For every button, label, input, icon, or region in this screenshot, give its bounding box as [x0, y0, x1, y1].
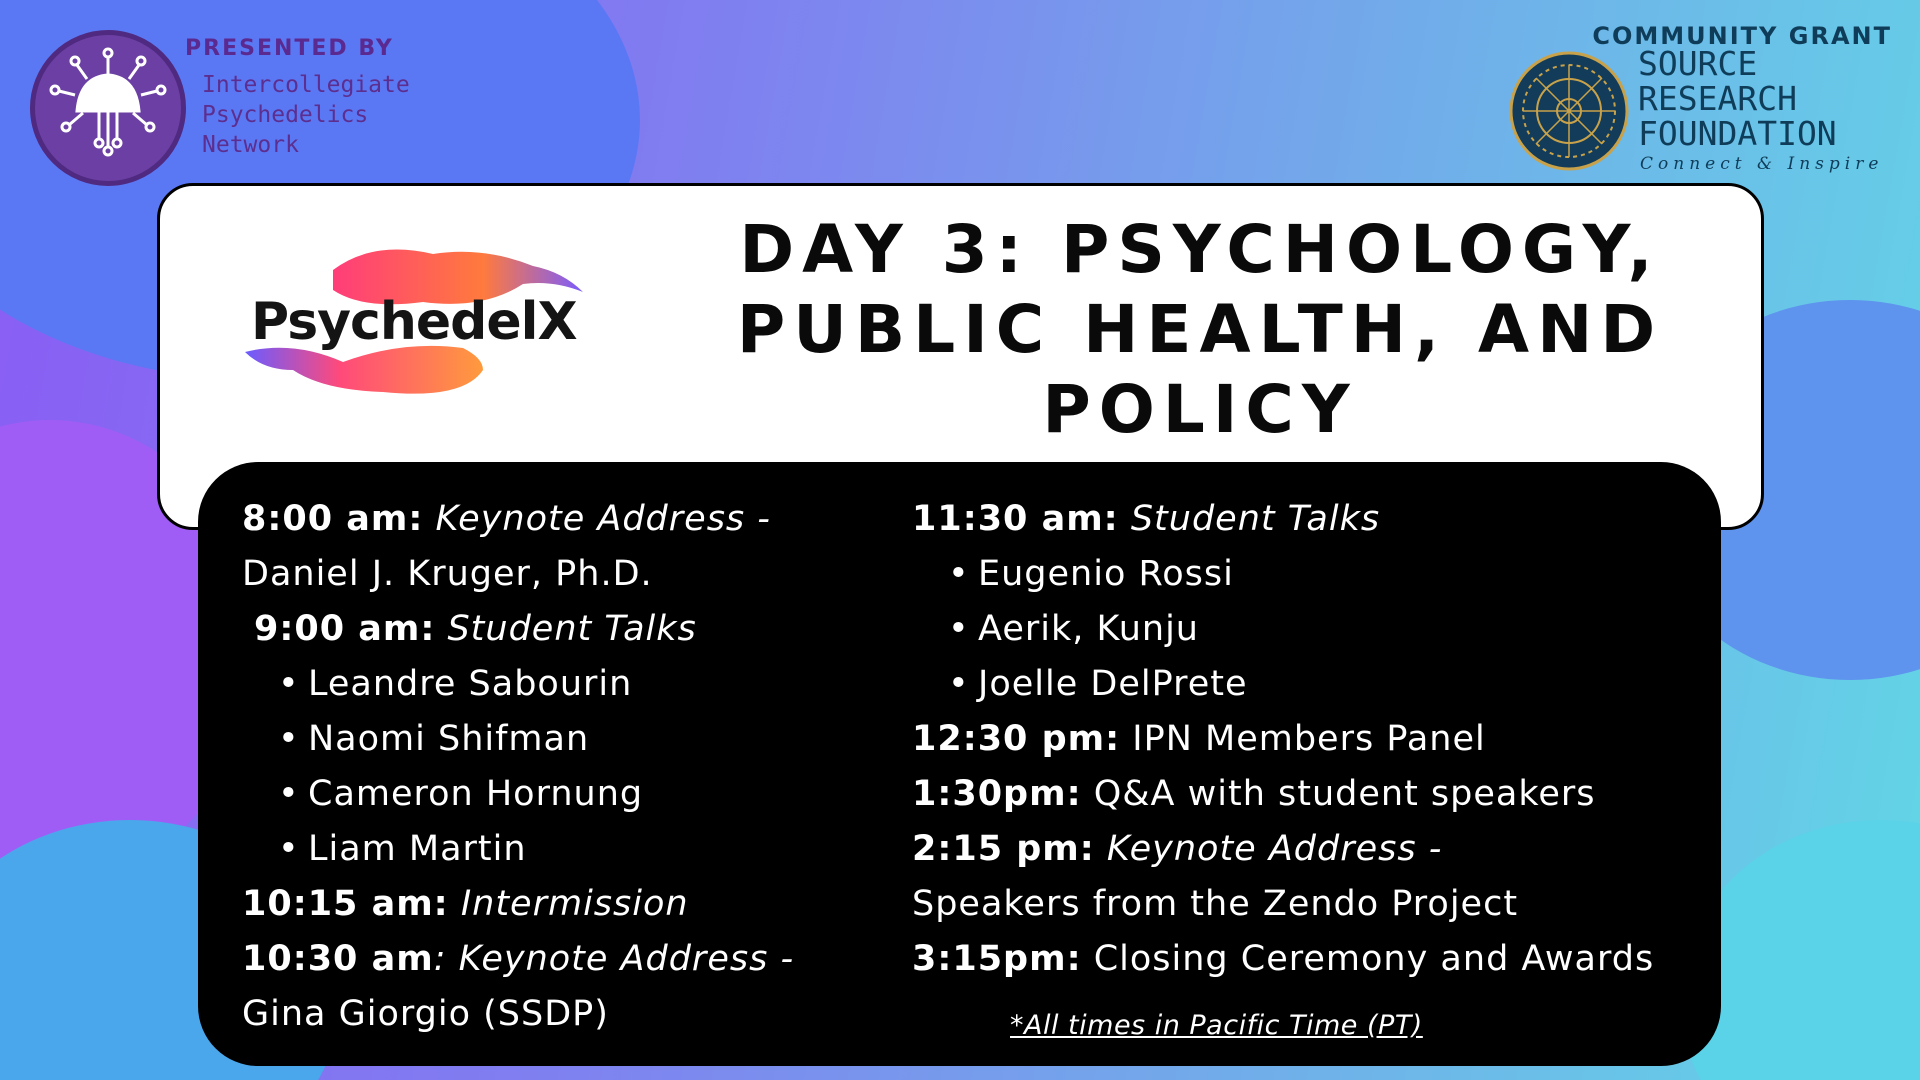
sponsor-name-line2: RESEARCH [1638, 79, 1797, 118]
schedule-column-right [912, 492, 1712, 987]
session-type: Student Talks [447, 609, 697, 649]
speaker-list-item: • Joelle DelPrete [912, 657, 1712, 712]
mushroom-network-icon [30, 30, 186, 186]
session-type: Keynote Address - [435, 499, 771, 539]
schedule-item [912, 712, 1712, 767]
sponsor-name-line1: SOURCE [1638, 44, 1758, 83]
session-time: 12:30 pm: [912, 719, 1121, 759]
session-time: 11:30 am: [912, 499, 1119, 539]
session-title: Q&A with student speakers [1093, 774, 1596, 814]
mandala-seal-icon [1508, 50, 1630, 172]
session-title: IPN Members Panel [1132, 719, 1486, 759]
presenter-org-name: Intercollegiate Psychedelics Network [202, 72, 410, 158]
session-type: Keynote Address - [458, 939, 795, 979]
speaker-list-item: • Aerik, Kunju [912, 602, 1712, 657]
speaker-list-item: • Naomi Shifman [242, 712, 862, 767]
session-time: 8:00 am: [242, 499, 424, 539]
page-title: DAY 3: PSYCHOLOGY, PUBLIC HEALTH, AND POLICY [736, 211, 1664, 448]
session-title: Closing Ceremony and Awards [1093, 939, 1655, 979]
schedule-column-left [242, 492, 862, 1042]
session-type: Student Talks [1130, 499, 1381, 539]
psychedelx-logo [233, 240, 613, 410]
speaker-list-item: • Liam Martin [242, 822, 862, 877]
schedule-item [912, 767, 1712, 822]
schedule-panel [198, 462, 1721, 1066]
session-type: Intermission [460, 884, 689, 924]
schedule-item [242, 602, 862, 657]
session-time-separator: : [433, 939, 447, 979]
schedule-item [912, 492, 1712, 547]
session-time: 1:30pm: [912, 774, 1082, 814]
speaker-list-item: • Leandre Sabourin [242, 657, 862, 712]
community-grant-label: COMMUNITY GRANT [1592, 22, 1892, 50]
presenter-block [30, 30, 450, 190]
session-time: 10:30 am [242, 939, 434, 979]
schedule-item [912, 822, 1712, 877]
event-logo-text: PsychedelX [251, 292, 577, 352]
schedule-item [912, 932, 1712, 987]
presented-by-label: PRESENTED BY [185, 36, 394, 61]
session-speaker: Gina Giorgio (SSDP) [242, 994, 609, 1034]
sponsor-name-line3: FOUNDATION [1638, 114, 1837, 153]
session-speaker: Speakers from the Zendo Project [912, 884, 1519, 924]
schedule-item [242, 877, 862, 932]
session-type: Keynote Address - [1106, 829, 1443, 869]
speaker-list-item: • Cameron Hornung [242, 767, 862, 822]
session-time: 3:15pm: [912, 939, 1082, 979]
session-time: 9:00 am: [254, 609, 436, 649]
timezone-note: *All times in Pacific Time (PT) [1010, 1010, 1423, 1041]
schedule-item [242, 492, 862, 547]
schedule-item [242, 932, 862, 987]
session-speaker: Daniel J. Kruger, Ph.D. [242, 554, 653, 594]
speaker-list-item: • Eugenio Rossi [912, 547, 1712, 602]
sponsor-block [1472, 22, 1892, 182]
sponsor-tagline: Connect & Inspire [1640, 154, 1884, 174]
session-time: 10:15 am: [242, 884, 449, 924]
session-time: 2:15 pm: [912, 829, 1095, 869]
